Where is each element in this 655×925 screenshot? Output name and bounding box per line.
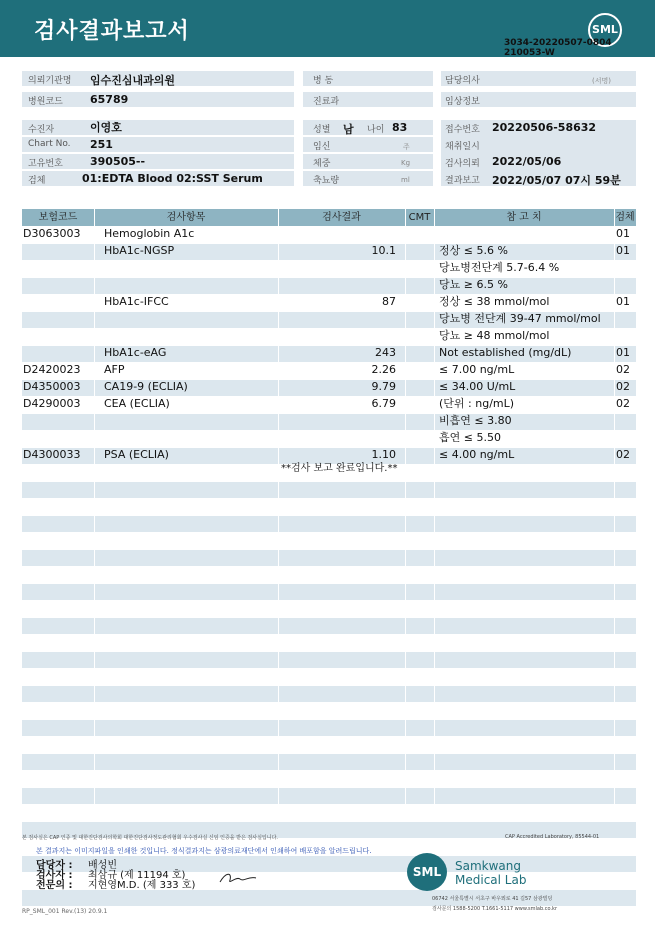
report-label: 결과보고: [445, 176, 480, 186]
cell-result: 1.10: [371, 448, 396, 461]
th-result: 검사결과: [322, 212, 361, 223]
lab-name: [455, 859, 526, 887]
signature-image: [218, 870, 258, 886]
th-item: 검사항목: [166, 212, 206, 223]
tester-label: 검사자 :: [36, 870, 73, 881]
cell-specimen: 01: [616, 346, 630, 359]
cell-result: 87: [382, 295, 396, 308]
row-stripe: [22, 788, 636, 804]
cell-specimen: 02: [616, 380, 630, 393]
specialist-label: 전문의 :: [36, 880, 73, 891]
row-stripe: [22, 278, 636, 294]
urine-label: 축뇨량: [313, 176, 340, 186]
report-id: [504, 38, 612, 58]
page-title: 검사결과보고서: [34, 19, 190, 44]
cell-ref: 당뇨 ≥ 48 mmol/mol: [439, 329, 550, 342]
th-specimen: 검체: [615, 212, 635, 223]
cell-specimen: 01: [616, 244, 630, 257]
column-divider: [405, 209, 406, 809]
urine-unit: ml: [401, 176, 410, 184]
cell-code: D4290003: [23, 397, 81, 410]
specimen-value: 01:EDTA Blood 02:SST Serum: [82, 172, 263, 185]
cell-specimen: 02: [616, 397, 630, 410]
cell-specimen: 02: [616, 363, 630, 376]
cap-lab: CAP Accredited Laboratory, 85544-01: [505, 834, 600, 840]
cell-ref: 당뇨 ≥ 6.5 %: [439, 278, 508, 291]
cell-item: AFP: [104, 363, 125, 376]
weight-label: 체중: [313, 159, 331, 169]
cell-code: D2420023: [23, 363, 81, 376]
cell-result: 243: [375, 346, 396, 359]
patient-value: 이영호: [90, 121, 122, 134]
cell-item: HbA1c-IFCC: [104, 295, 169, 308]
id-label: 고유번호: [28, 159, 63, 169]
th-cmt: CMT: [408, 212, 431, 223]
cell-result: 9.79: [371, 380, 396, 393]
cell-ref: 정상 ≤ 38 mmol/mol: [439, 295, 550, 308]
cell-ref: ≤ 7.00 ng/mL: [439, 363, 515, 376]
cell-ref: ≤ 34.00 U/mL: [439, 380, 516, 393]
collect-label: 채취일시: [445, 142, 480, 152]
cell-ref: Not established (mg/dL): [439, 346, 572, 359]
cell-item: Hemoglobin A1c: [104, 227, 195, 240]
cell-item: CEA (ECLIA): [104, 397, 170, 410]
end-note: **검사 보고 완료입니다.**: [281, 463, 398, 474]
cell-ref: 당뇨병 전단계 39-47 mmol/mol: [439, 312, 601, 325]
cell-specimen: 01: [616, 227, 630, 240]
form-code: RP_SML_001 Rev.(13) 20.9.1: [22, 908, 108, 915]
lab-name-line1: Samkwang: [455, 859, 521, 873]
cell-result: 2.26: [371, 363, 396, 376]
cell-ref: ≤ 4.00 ng/mL: [439, 448, 515, 461]
cell-item: CA19-9 (ECLIA): [104, 380, 188, 393]
row-stripe: [22, 754, 636, 770]
sex-value: 남: [343, 123, 354, 136]
lab-contact: 검사문의 1588-5200 T.1661-5117 www.smlab.co.kr: [432, 906, 557, 912]
cell-ref: 정상 ≤ 5.6 %: [439, 244, 508, 257]
specimen-label: 검체: [28, 176, 46, 186]
row-stripe: [22, 414, 636, 430]
doctor-sign: (서명): [592, 77, 611, 85]
chart-no-label: Chart No.: [28, 139, 71, 149]
column-divider: [434, 209, 435, 809]
chart-no-value: 251: [90, 138, 113, 151]
report-id-line2: 210053-W: [504, 48, 555, 58]
clinical-label: 임상정보: [445, 97, 480, 107]
column-divider: [614, 209, 615, 809]
cap-note: 본 검사실은 CAP 인증 및 대한진단검사의학회 대한진단검사정도관리협회 우수검사실 신임 인증을 받은 검사실입니다.: [22, 835, 279, 841]
row-stripe: [22, 584, 636, 600]
weight-unit: Kg: [401, 159, 411, 167]
th-ref: 참 고 치: [506, 212, 542, 223]
receipt-no-label: 접수번호: [445, 125, 480, 135]
cell-result: 6.79: [371, 397, 396, 410]
print-notice: 본 결과지는 이미지파일을 인쇄한 것입니다. 정식결과지는 삼광의료재단에서 인쇄하여 배포함을 알려드립니다.: [36, 847, 372, 855]
request-label: 검사의뢰: [445, 159, 480, 169]
cell-ref: (단위 : ng/mL): [439, 397, 515, 410]
cell-item: HbA1c-eAG: [104, 346, 167, 359]
lab-address: 06742 서울특별시 서초구 바우뫼로 41 길57 삼광빌딩: [432, 896, 553, 902]
staff-label: 담당자 :: [36, 860, 73, 871]
cell-ref: 비흡연 ≤ 3.80: [439, 414, 512, 427]
cell-result: 10.1: [371, 244, 396, 257]
doctor-label: 담당의사: [445, 76, 480, 86]
request-date-value: 2022/05/06: [492, 155, 562, 168]
cell-code: D4300033: [23, 448, 81, 461]
institution-label: 의뢰기관명: [28, 76, 72, 86]
row-stripe: [22, 550, 636, 566]
tester-value: 최삼규 (제 11194 호): [88, 870, 186, 881]
cell-code: D3063003: [23, 227, 81, 240]
cell-ref: 당뇨병전단계 5.7-6.4 %: [439, 261, 560, 274]
age-label: 나이: [367, 125, 385, 135]
hospital-code-label: 병원코드: [28, 97, 63, 107]
row-stripe: [22, 516, 636, 532]
institution-value: 임수진심내과의원: [90, 74, 176, 87]
row-stripe: [22, 482, 636, 498]
ward-label: 병 동: [313, 76, 334, 86]
lab-name-line2: Medical Lab: [455, 873, 527, 887]
id-value: 390505--: [90, 155, 146, 168]
th-code: 보험코드: [38, 212, 78, 223]
row-stripe: [22, 652, 636, 668]
cell-ref: 흡연 ≤ 5.50: [439, 431, 501, 444]
row-stripe: [22, 720, 636, 736]
receipt-no-value: 20220506-58632: [492, 121, 597, 134]
report-date-value: 2022/05/07 07시 59분: [492, 174, 621, 187]
dept-label: 진료과: [313, 97, 340, 107]
patient-label: 수진자: [28, 125, 55, 135]
staff-value: 배성빈: [88, 860, 117, 871]
cell-code: D4350003: [23, 380, 81, 393]
sex-label: 성별: [313, 125, 331, 135]
age-value: 83: [392, 121, 408, 134]
sml-logo: SML: [588, 13, 622, 47]
row-stripe: [22, 686, 636, 702]
hospital-code-value: 65789: [90, 93, 129, 106]
info-band: [22, 120, 294, 135]
pregnancy-unit: 주: [403, 143, 410, 151]
report-id-line1: 3034-20220507-0804: [504, 38, 612, 48]
pregnancy-label: 임신: [313, 142, 331, 152]
column-divider: [94, 209, 95, 809]
cell-specimen: 01: [616, 295, 630, 308]
row-stripe: [22, 618, 636, 634]
specialist-value: 지현영M.D. (제 333 호): [88, 880, 196, 891]
column-divider: [278, 209, 279, 809]
cell-item: PSA (ECLIA): [104, 448, 169, 461]
cell-specimen: 02: [616, 448, 630, 461]
lab-logo: SML: [407, 853, 447, 891]
cell-item: HbA1c-NGSP: [104, 244, 175, 257]
